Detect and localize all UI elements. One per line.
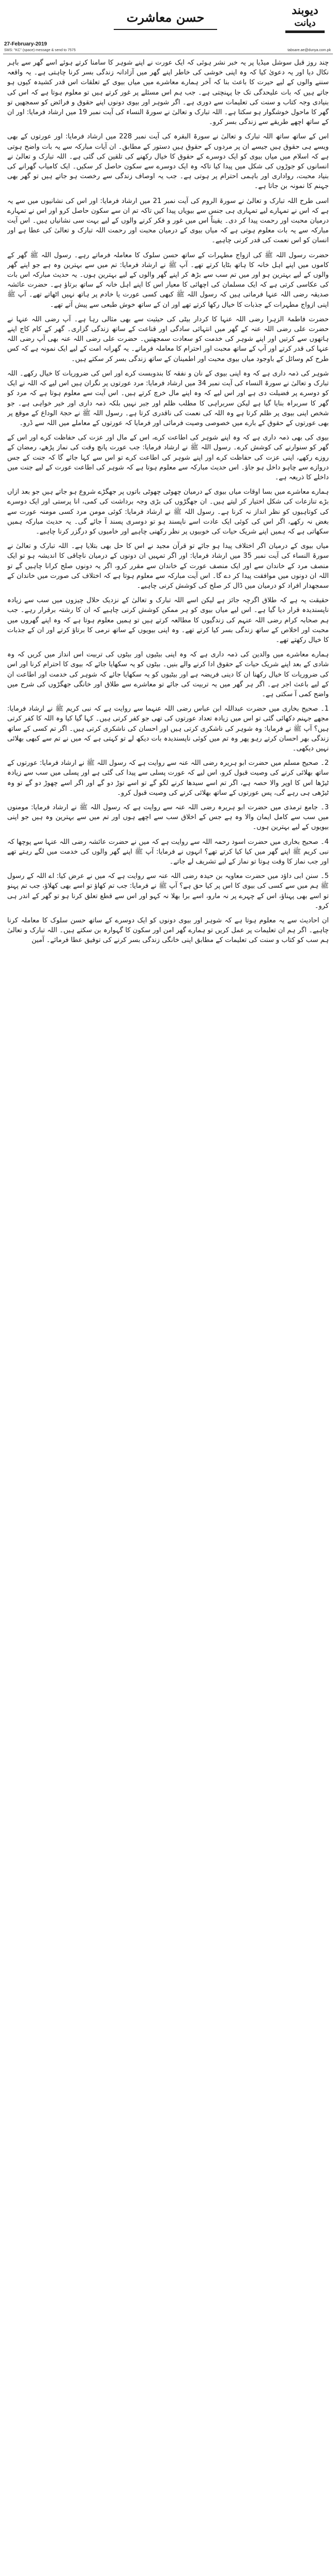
masthead xyxy=(0,0,336,54)
article-body xyxy=(7,58,329,2568)
paragraph: ان احادیث سے یہ معلوم ہوتا ہے کہ شوہر اور بیوی دونوں کو ایک دوسرے کے ساتھ حسن سلوک کا معاملہ کرنا چاہیے۔ اگر ہم ان تعلیمات پر عمل کریں تو ہمارے گھر امن اور سکون کا گہوارہ بن سکتے ہیں۔ اللہ تبارک و تعالیٰ ہم سب کو کتاب و سنت کی تعلیمات کے مطابق اپنی خانگی زندگی بسر کرنے کی توفیق عطا فرمائے۔ آمین xyxy=(7,917,329,945)
newspaper-logo xyxy=(279,3,331,37)
title-underline xyxy=(114,29,217,30)
column-title: حسن معاشرت xyxy=(126,10,205,25)
paragraph: ہمارے معاشرے میں بسا اوقات میاں بیوی کے درمیان چھوٹی چھوٹی باتوں پر جھگڑے شروع ہو جاتے ہیں جو بعد ازاں بڑے تنازعات کی شکل اختیار کر لیتے ہیں۔ ان جھگڑوں کی بڑی وجہ برداشت کی کمی، انا پرستی اور ایک دوسرے کی کوتاہیوں کو نظر انداز نہ کرنا ہے۔ رسول اللہ ﷺ نے ارشاد فرمایا: کوئی مومن مرد کسی مومنہ عورت سے بغض نہ رکھے، اگر اس کی کوئی ایک عادت اسے ناپسند ہو تو دوسری پسند آ جائے گی۔ یہ حدیث مبارکہ ہمیں سکھاتی ہے کہ ہمیں اپنے شریک حیات کی خوبیوں پر نظر رکھنی چاہیے اور خامیوں کو درگزر کرنا چاہیے۔ xyxy=(7,488,329,536)
paragraph: ہمارے معاشرے میں والدین کی ذمہ داری ہے کہ وہ اپنی بیٹیوں اور بیٹوں کی تربیت اس انداز میں کریں کہ وہ شادی کے بعد اپنے شریک حیات کے حقوق ادا کرنے والے بنیں۔ بیٹوں کو یہ سکھایا جائے کہ بیوی کا احترام کرنا اور اس کی ضروریات کا خیال رکھنا ان کا دینی فریضہ ہے اور بیٹیوں کو یہ سکھایا جائے کہ شوہر کی خدمت اور اطاعت ان کے لیے باعث اجر ہے۔ اگر ہر گھر میں یہ تربیت کی جائے تو معاشرے سے طلاق اور خانگی جھگڑوں کی شرح میں واضح کمی آ سکتی ہے۔ xyxy=(7,651,329,698)
sms-line: SMS: "KC" (space) message & send to 7575 xyxy=(4,49,76,52)
logo-bar xyxy=(285,30,325,33)
paragraph: بیوی کی بھی ذمہ داری ہے کہ وہ اپنے شوہر کی اطاعت کرے، اس کے مال اور عزت کی حفاظت کرے اور اس کے گھر کو سنوارنے کی کوشش کرے۔ رسول اللہ ﷺ نے ارشاد فرمایا: جب عورت پانچ وقت کی نماز پڑھے، رمضان کے روزے رکھے، اپنی عزت کی حفاظت کرے اور اپنے شوہر کی اطاعت کرے تو اس سے کہا جائے گا کہ جنت کے جس دروازے سے چاہو داخل ہو جاؤ۔ اس حدیث مبارکہ سے معلوم ہوتا ہے کہ شوہر کی اطاعت عورت کے لیے جنت میں داخلے کا ذریعہ ہے۔ xyxy=(7,434,329,481)
publish-date: 27-February-2019 xyxy=(4,41,47,47)
email-line: tabsare.ae@dunya.com.pk xyxy=(287,49,331,52)
paragraph: حضرت فاطمۃ الزہرا رضی اللہ عنہا کا کردار بیٹی کی حیثیت سے بھی مثالی رہا ہے۔ آپ رضی اللہ عنہا نے حضرت علی رضی اللہ عنہ کے گھر میں انتہائی سادگی اور قناعت کے ساتھ زندگی گزاری۔ گھر کے کام کاج اپنے ہاتھوں سے کرتیں اور اپنے شوہر کی خدمت کو سعادت سمجھتیں۔ حضرت علی رضی اللہ عنہ بھی آپ رضی اللہ عنہا کی قدر کرتے اور آپ کے ساتھ محبت اور احترام کا معاملہ فرماتے۔ یہ گھرانہ امت کے لیے ایک نمونہ ہے کہ کس طرح کم وسائل کے باوجود میاں بیوی محبت اور اطمینان کے ساتھ زندگی بسر کر سکتے ہیں۔ xyxy=(7,315,329,363)
paragraph: 4۔ صحیح بخاری میں حضرت اسود رحمہ اللہ سے روایت ہے کہ میں نے حضرت عائشہ رضی اللہ عنہا سے پوچھا کہ نبی کریم ﷺ اپنے گھر میں کیا کیا کرتے تھے؟ انہوں نے فرمایا: آپ ﷺ اپنے گھر والوں کی خدمت میں لگے رہتے تھے اور جب نماز کا وقت ہوتا تو نماز کے لیے تشریف لے جاتے۔ xyxy=(7,838,329,866)
paragraph: 2۔ صحیح مسلم میں حضرت ابو ہریرہ رضی اللہ عنہ سے روایت ہے کہ رسول اللہ ﷺ نے ارشاد فرمایا: عورتوں کے ساتھ بھلائی کرنے کی وصیت قبول کرو، اس لیے کہ عورت پسلی سے پیدا کی گئی ہے اور پسلی میں سب سے زیادہ ٹیڑھا اس کا اوپر والا حصہ ہے، اگر تم اسے سیدھا کرنے لگو گے تو اسے توڑ دو گے اور اگر اسے چھوڑ دو گے تو وہ ٹیڑھی ہی رہے گی، پس عورتوں کے ساتھ بھلائی کرنے کی وصیت قبول کرو۔ xyxy=(7,759,329,797)
paragraph: میاں بیوی کے درمیان اگر اختلاف پیدا ہو جائے تو قرآن مجید نے اس کا حل بھی بتلایا ہے۔ اللہ تبارک و تعالیٰ نے سورۃ النساء کی آیت نمبر 35 میں ارشاد فرمایا: اور اگر تمہیں ان دونوں کے درمیان ناچاقی کا اندیشہ ہو تو ایک منصف مرد کے خاندان سے اور ایک منصف عورت کے خاندان سے مقرر کرو، اگر یہ دونوں صلح کرانا چاہیں گے تو اللہ ان دونوں میں موافقت پیدا کر دے گا۔ اس آیت مبارکہ سے معلوم ہوتا ہے کہ اختلاف کی صورت میں خاندان کے سمجھدار افراد کو درمیان میں ڈال کر صلح کی کوشش کرنی چاہیے۔ xyxy=(7,542,329,590)
paragraph: حقیقت یہ ہے کہ طلاق اگرچہ جائز ہے لیکن اسے اللہ تبارک و تعالیٰ کے نزدیک حلال چیزوں میں سب سے زیادہ ناپسندیدہ قرار دیا گیا ہے۔ اس لیے میاں بیوی کو ہر ممکن کوشش کرنی چاہیے کہ ان کا رشتہ برقرار رہے۔ جب ہم صحابہ کرام رضی اللہ عنہم کی زندگیوں کا مطالعہ کرتے ہیں تو ہمیں معلوم ہوتا ہے کہ وہ اپنے گھروں میں محبت اور اخلاص کے ساتھ زندگی بسر کیا کرتے تھے۔ وہ اپنی بیویوں کے ساتھ نرمی کا برتاؤ کرتے اور ان کے جذبات کا خیال رکھتے تھے۔ xyxy=(7,596,329,644)
paragraph: 3۔ جامع ترمذی میں حضرت ابو ہریرہ رضی اللہ عنہ سے روایت ہے کہ رسول اللہ ﷺ نے ارشاد فرمایا: مومنوں میں سب سے کامل ایمان والا وہ ہے جس کے اخلاق سب سے اچھے ہوں اور تم میں سے بہترین وہ ہیں جو اپنی بیویوں کے لیے بہترین ہوں۔ xyxy=(7,804,329,831)
paragraph: اسی طرح اللہ تبارک و تعالیٰ نے سورۃ الروم کی آیت نمبر 21 میں ارشاد فرمایا: اور اس کی نشانیوں میں سے یہ ہے کہ اس نے تمہارے لیے تمہاری ہی جنس سے بیویاں پیدا کیں تاکہ تم ان سے سکون حاصل کرو اور اس نے تمہارے درمیان محبت اور رحمت پیدا کر دی۔ یقیناً اس میں غور و فکر کرنے والوں کے لیے بہت سی نشانیاں ہیں۔ اس آیت مبارکہ سے یہ بات معلوم ہوتی ہے کہ میاں بیوی کے درمیان محبت اور رحمت اللہ تبارک و تعالیٰ کی عطا ہے اور انسان کو اس نعمت کی قدر کرنی چاہیے۔ xyxy=(7,197,329,245)
paragraph: 1۔ صحیح بخاری میں حضرت عبداللہ ابن عباس رضی اللہ عنہما سے روایت ہے کہ نبی کریم ﷺ نے ارشاد فرمایا: مجھے جہنم دکھائی گئی تو اس میں زیادہ تعداد عورتوں کی تھی جو کفر کرتی ہیں۔ کہا گیا کیا وہ اللہ کا کفر کرتی ہیں؟ آپ ﷺ نے فرمایا: وہ شوہر کی ناشکری کرتی ہیں اور احسان کی ناشکری کرتی ہیں۔ اگر تم کسی کے ساتھ زندگی بھر احسان کرتے رہو پھر وہ تم میں کوئی ناپسندیدہ بات دیکھ لے تو کہتی ہے کہ میں نے تم سے کبھی بھلائی نہیں دیکھی۔ xyxy=(7,705,329,752)
column-title-block xyxy=(98,9,233,30)
paragraph: حضرت رسول اللہ ﷺ کی ازواج مطہرات کے ساتھ حسن سلوک کا معاملہ فرماتے رہے۔ رسول اللہ ﷺ گھر کے کاموں میں اپنے اہل خانہ کا ہاتھ بٹایا کرتے تھے۔ آپ ﷺ نے ارشاد فرمایا: تم میں سے بہترین وہ ہے جو اپنے گھر والوں کے لیے بہترین ہو اور میں تم سب سے بڑھ کر اپنے گھر والوں کے لیے بہترین ہوں۔ یہ حدیث مبارکہ اس بات کی عکاسی کرتی ہے کہ ایک مسلمان کی اچھائی کا معیار اس کا اپنے اہل خانہ کے ساتھ برتاؤ ہے۔ حضرت عائشہ صدیقہ رضی اللہ عنہا فرماتی ہیں کہ رسول اللہ ﷺ کبھی کسی عورت یا خادم پر ہاتھ نہیں اٹھاتے تھے۔ آپ ﷺ اپنی ازواج مطہرات کے جذبات کا خیال رکھا کرتے تھے اور ان کے ساتھ خوش طبعی سے پیش آتے تھے۔ xyxy=(7,251,329,309)
paragraph: 5۔ سنن ابی داؤد میں حضرت معاویہ بن حیدہ رضی اللہ عنہ سے روایت ہے کہ میں نے عرض کیا: اے اللہ کے رسول ﷺ ہم میں سے کسی کی بیوی کا اس پر کیا حق ہے؟ آپ ﷺ نے فرمایا: جب تم کھاؤ تو اسے بھی کھلاؤ، جب تم پہنو تو اسے بھی پہناؤ، اس کے چہرے پر نہ مارو، اسے برا بھلا نہ کہو اور اس سے قطع تعلق کرنا ہو تو گھر کے اندر ہی کرو۔ xyxy=(7,872,329,910)
logo-line-2: دیانت xyxy=(294,18,316,28)
paragraph: چند روز قبل سوشل میڈیا پر یہ خبر نشر ہوئی کہ ایک عورت نے اپنے شوہر کا سامنا کرتے ہوئے اسے گھر سے باہر نکال دیا اور یہ دعویٰ کیا کہ وہ اپنی خوشی کی خاطر اپنے گھر میں آزادانہ زندگی بسر کرنا چاہتی ہے۔ یہ واقعہ سننے والوں کے لیے حیرت کا باعث بنا کہ آخر ہمارے معاشرے میں میاں بیوی کے تعلقات اس قدر کشیدہ کیوں ہو جاتے ہیں کہ بات علیحدگی تک جا پہنچتی ہے۔ جب ہم اس مسئلے پر غور کرتے ہیں تو معلوم ہوتا ہے کہ اس کی بنیادی وجہ کتاب و سنت کی تعلیمات سے دوری ہے۔ اگر شوہر اور بیوی دونوں اپنے حقوق و فرائض کو سمجھیں تو گھر کا ماحول خوشگوار ہو سکتا ہے۔ اللہ تبارک و تعالیٰ نے سورۃ النساء کی آیت نمبر 19 میں ارشاد فرمایا: اور ان کے ساتھ اچھے طریقے سے زندگی بسر کرو۔ xyxy=(7,59,329,127)
logo-line-1: دیوبند xyxy=(292,4,318,17)
paragraph: شوہر کی ذمہ داری ہے کہ وہ اپنی بیوی کے نان و نفقہ کا بندوبست کرے اور اس کی ضروریات کا خیال رکھے۔ اللہ تبارک و تعالیٰ نے سورۃ النساء کی آیت نمبر 34 میں ارشاد فرمایا: مرد عورتوں پر نگران ہیں اس لیے کہ اللہ نے ایک کو دوسرے پر فضیلت دی ہے اور اس لیے کہ وہ اپنے مال خرچ کرتے ہیں۔ اس آیت سے معلوم ہوتا ہے کہ مرد کو گھر کا سربراہ بنایا گیا ہے لیکن سربراہی کا مطلب ظلم اور جبر نہیں بلکہ ذمہ داری اور خیر خواہی ہے۔ جو شخص اپنی بیوی پر ظلم کرتا ہے وہ اللہ کی نعمت کی ناقدری کرتا ہے۔ رسول اللہ ﷺ نے حجۃ الوداع کے موقع پر بھی عورتوں کے حقوق کے بارے میں خصوصی وصیت فرمائی اور فرمایا کہ عورتوں کے معاملے میں اللہ سے ڈرو۔ xyxy=(7,369,329,427)
paragraph: اس کے ساتھ ساتھ اللہ تبارک و تعالیٰ نے سورۃ البقرہ کی آیت نمبر 228 میں ارشاد فرمایا: اور عورتوں کے بھی ویسے ہی حقوق ہیں جیسے ان پر مردوں کے حقوق ہیں دستور کے مطابق۔ ان آیات مبارکہ سے یہ بات واضح ہوتی ہے کہ اسلام میں میاں بیوی کو ایک دوسرے کے حقوق کا خیال رکھنے کی تلقین کی گئی ہے۔ اللہ تبارک و تعالیٰ نے انسانوں کو جوڑوں کی شکل میں پیدا کیا تاکہ وہ ایک دوسرے سے سکون حاصل کر سکیں۔ ایک کامیاب گھرانے کی بنیاد محبت، رواداری اور باہمی احترام پر ہوتی ہے۔ جب یہ اوصاف زندگی سے رخصت ہو جاتے ہیں تو گھر بھی جہنم کا نمونہ بن جاتا ہے۔ xyxy=(7,133,329,191)
